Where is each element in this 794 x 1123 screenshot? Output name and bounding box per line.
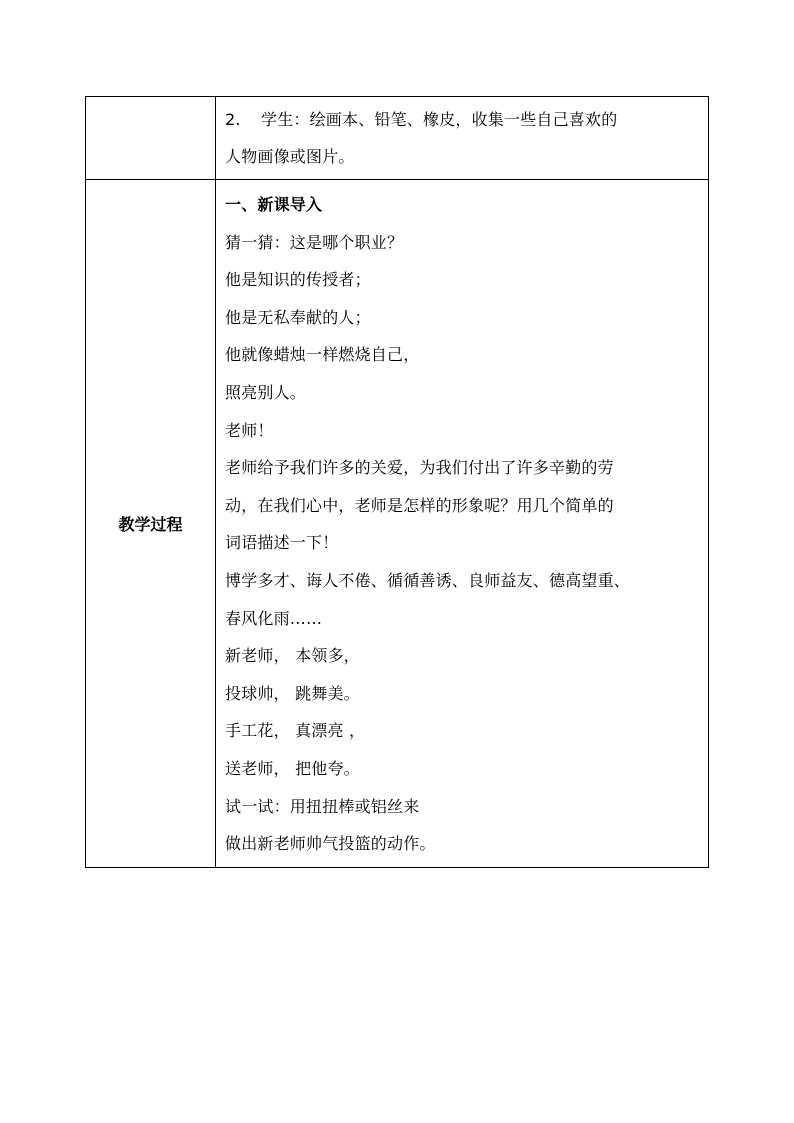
poem-line: 送老师， 把他夸。: [225, 758, 360, 778]
text-line: 春风化雨……: [225, 608, 323, 628]
materials-line: 人物画像或图片。: [225, 147, 355, 166]
materials-row: [86, 97, 709, 180]
materials-label-cell: [86, 97, 216, 180]
poem-line: 新老师， 本领多，: [225, 646, 360, 666]
text-line: 照亮别人。: [225, 382, 307, 402]
section-heading: 一、新课导入: [225, 195, 323, 214]
text-line: 动，在我们心中，老师是怎样的形象呢？用几个简单的: [225, 495, 614, 515]
text-line: 试一试：用扭扭棒或铝丝来: [225, 796, 420, 816]
text-line: 博学多才、诲人不倦、循循善诱、良师益友、德高望重、: [225, 570, 631, 590]
text-line: 他是知识的传授者；: [225, 270, 371, 290]
text-line: 他是无私奉献的人；: [225, 307, 371, 327]
text-line: 老师！: [225, 420, 274, 440]
list-number: 2.: [225, 110, 241, 129]
lesson-plan-table: [85, 96, 709, 868]
materials-text: 学生：绘画本、铅笔、橡皮，收集一些自己喜欢的: [261, 110, 618, 129]
teaching-process-label: 教学过程: [86, 180, 216, 868]
materials-line: [225, 101, 700, 138]
text-line: 做出新老师帅气投篮的动作。: [225, 834, 436, 854]
poem-line: 手工花， 真漂亮 ，: [225, 721, 366, 741]
poem-line: 投球帅， 跳舞美。: [225, 683, 360, 703]
teaching-process-row: [86, 180, 709, 868]
text-line: 老师给予我们许多的关爱，为我们付出了许多辛勤的劳: [225, 458, 614, 478]
text-line: 他就像蜡烛一样燃烧自己，: [225, 345, 420, 365]
materials-content-cell: [216, 97, 709, 180]
teaching-process-content: [216, 180, 709, 868]
text-line: 猜一猜：这是哪个职业？: [225, 232, 404, 252]
text-line: 词语描述一下！: [225, 533, 339, 553]
